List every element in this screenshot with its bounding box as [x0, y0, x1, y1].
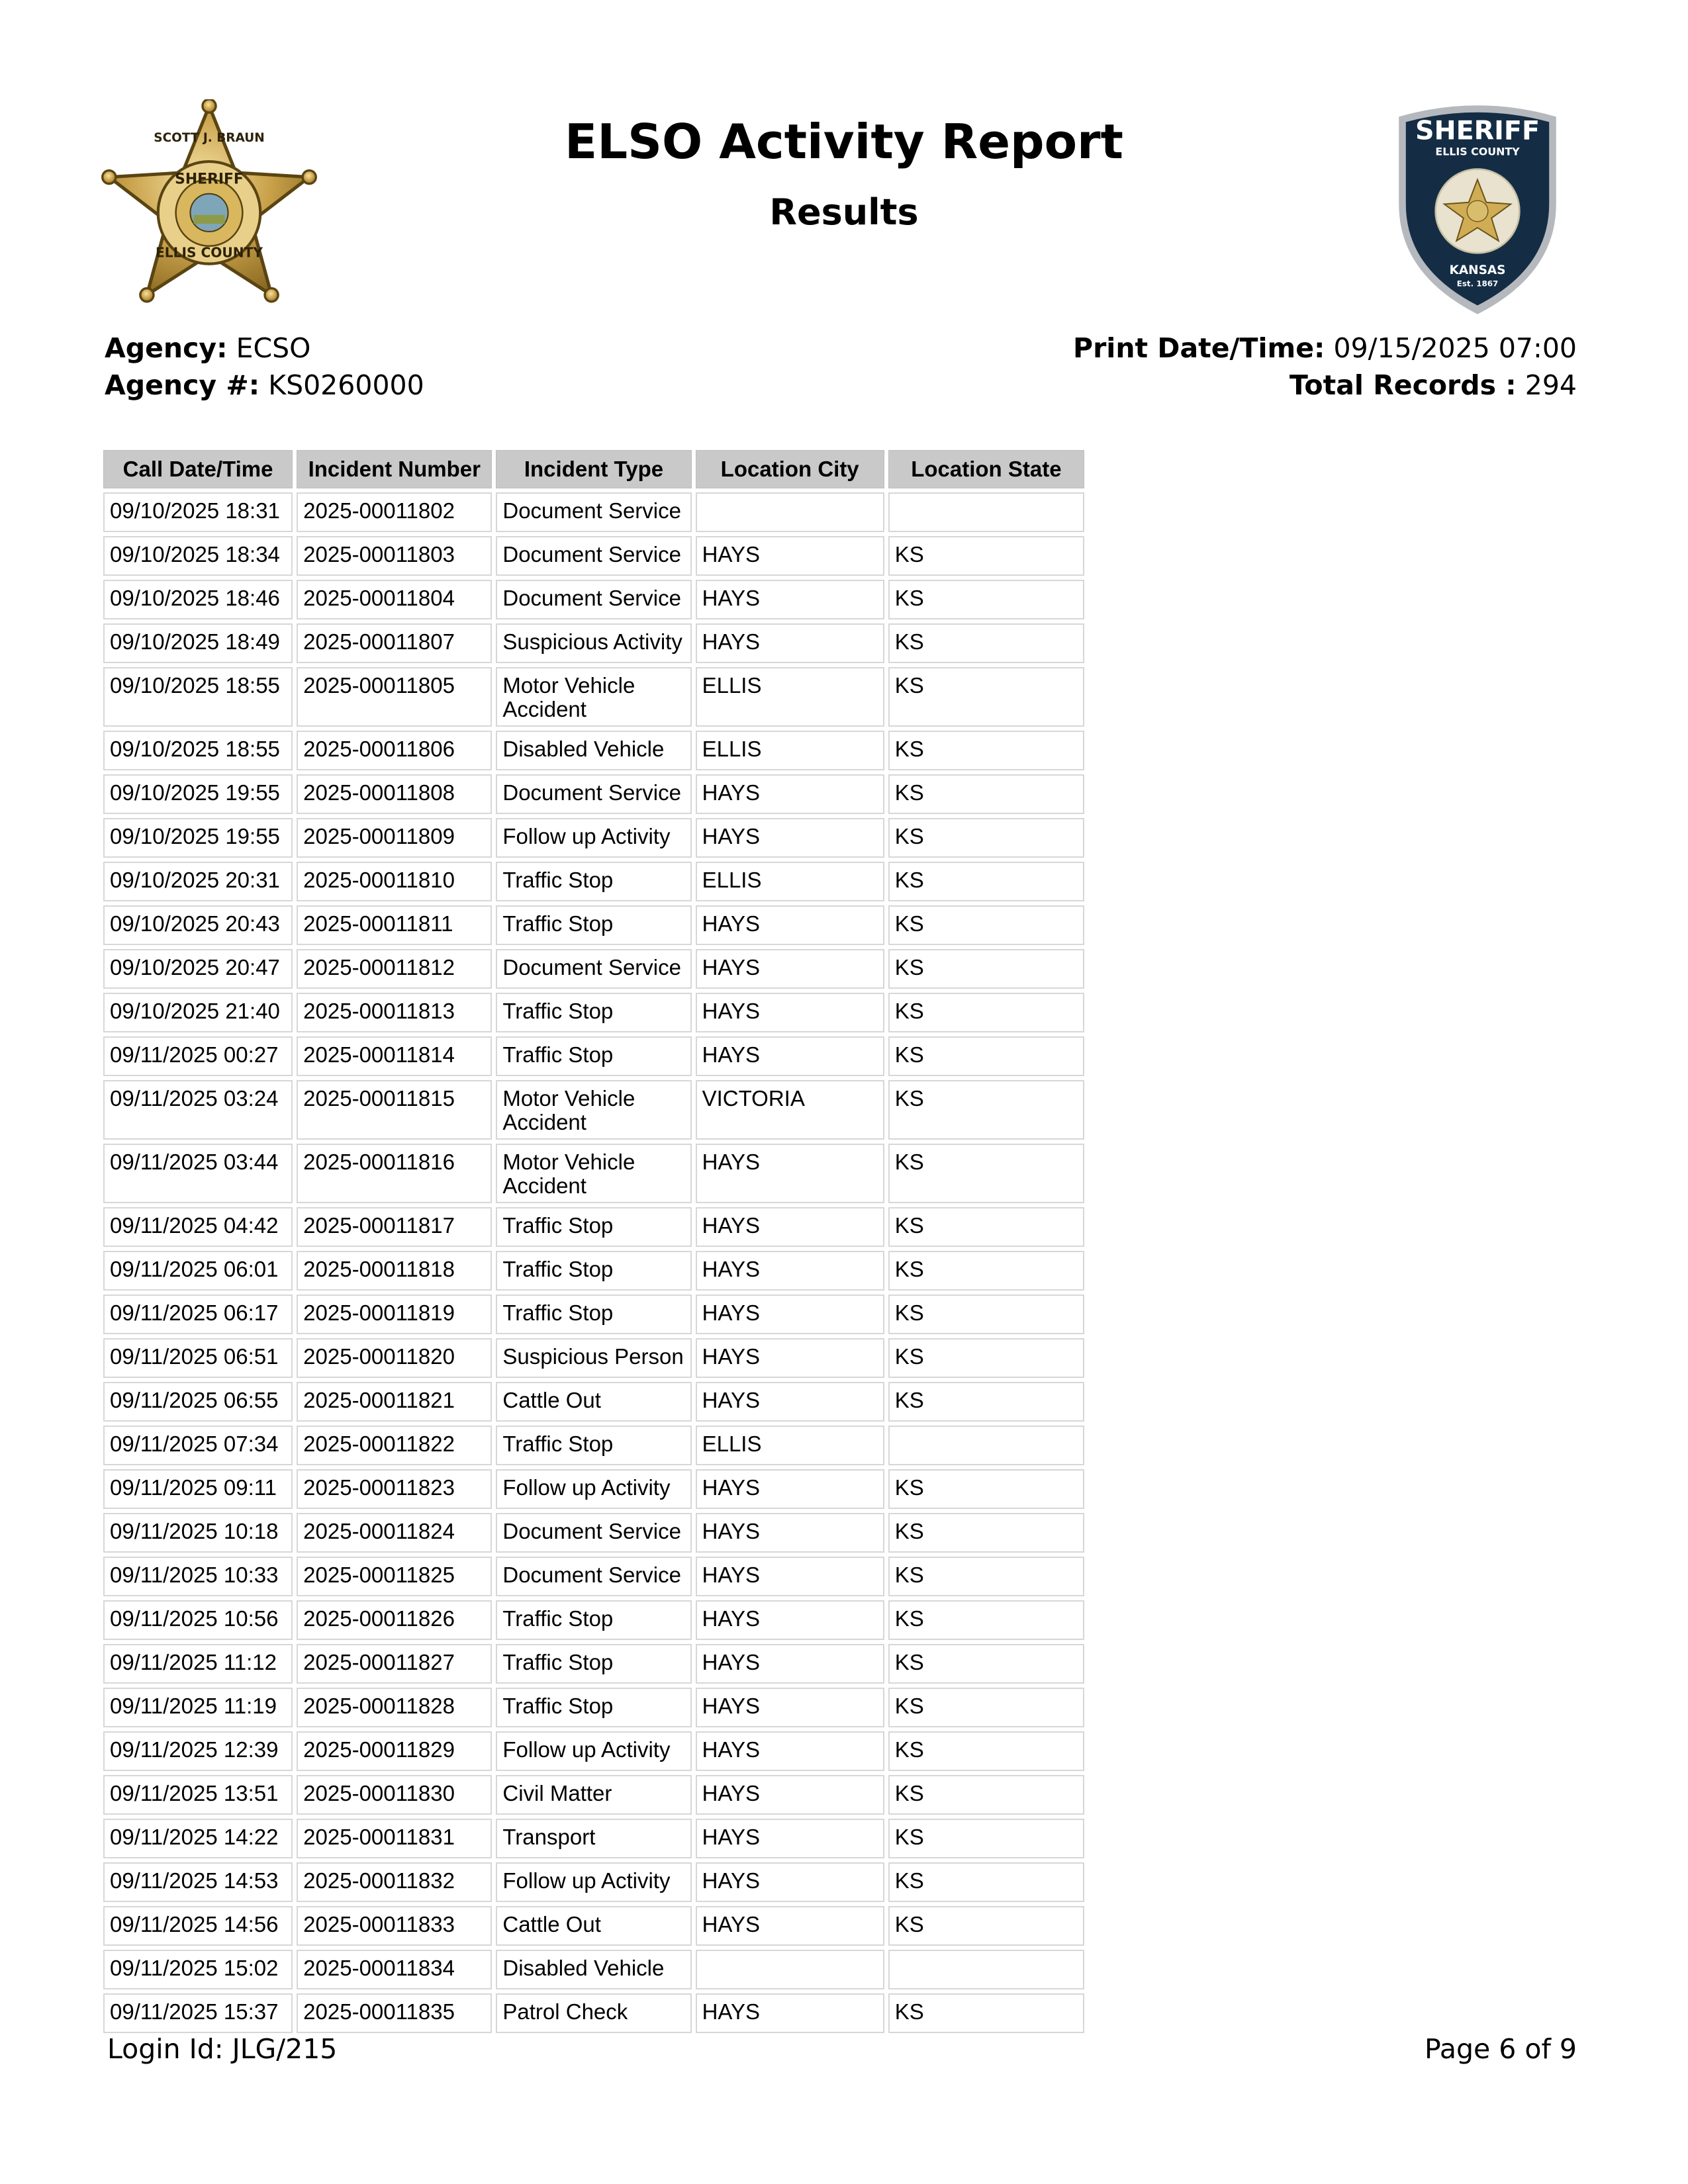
- location-state-cell: KS: [888, 1382, 1084, 1422]
- column-header-call-datetime: Call Date/Time: [103, 450, 293, 488]
- incident-type-cell: Document Service: [496, 536, 691, 576]
- incident-type-cell: Document Service: [496, 774, 691, 814]
- incident-number-cell: 2025-00011820: [297, 1338, 492, 1378]
- column-header-location-state: Location State: [888, 450, 1084, 488]
- incident-type-cell: Traffic Stop: [496, 862, 691, 901]
- table-row: [103, 993, 1084, 1032]
- incident-number-cell: 2025-00011808: [297, 774, 492, 814]
- incident-type-cell: Motor Vehicle Accident: [496, 1144, 691, 1203]
- location-state-cell: KS: [888, 1080, 1084, 1140]
- svg-text:KANSAS: KANSAS: [1449, 263, 1506, 277]
- table-row: [103, 1251, 1084, 1291]
- table-row: [103, 623, 1084, 663]
- location-city-cell: HAYS: [696, 1775, 884, 1815]
- call-datetime-cell: 09/11/2025 15:02: [103, 1950, 293, 1989]
- location-city-cell: HAYS: [696, 1469, 884, 1509]
- incident-number-cell: 2025-00011826: [297, 1600, 492, 1640]
- table-row: [103, 774, 1084, 814]
- table-row: [103, 536, 1084, 576]
- incident-type-cell: Cattle Out: [496, 1382, 691, 1422]
- call-datetime-cell: 09/11/2025 06:01: [103, 1251, 293, 1291]
- call-datetime-cell: 09/11/2025 11:19: [103, 1688, 293, 1727]
- incident-number-cell: 2025-00011810: [297, 862, 492, 901]
- agency-number-line: [105, 367, 424, 404]
- location-state-cell: KS: [888, 1819, 1084, 1858]
- location-state-cell: KS: [888, 580, 1084, 619]
- incident-type-cell: Document Service: [496, 1513, 691, 1553]
- location-city-cell: HAYS: [696, 1600, 884, 1640]
- call-datetime-cell: 09/11/2025 10:56: [103, 1600, 293, 1640]
- print-date-value: 09/15/2025 07:00: [1333, 332, 1577, 364]
- location-city-cell: ELLIS: [696, 731, 884, 770]
- table-row: [103, 862, 1084, 901]
- location-city-cell: HAYS: [696, 818, 884, 858]
- call-datetime-cell: 09/11/2025 04:42: [103, 1207, 293, 1247]
- incident-type-cell: Cattle Out: [496, 1906, 691, 1946]
- incident-number-cell: 2025-00011802: [297, 492, 492, 532]
- table-row: [103, 1731, 1084, 1771]
- location-city-cell: HAYS: [696, 1688, 884, 1727]
- incident-type-cell: Suspicious Person: [496, 1338, 691, 1378]
- location-city-cell: HAYS: [696, 1993, 884, 2033]
- incident-number-cell: 2025-00011819: [297, 1295, 492, 1334]
- incident-number-cell: 2025-00011817: [297, 1207, 492, 1247]
- incident-type-cell: Traffic Stop: [496, 1644, 691, 1684]
- table-row: [103, 1338, 1084, 1378]
- table-row: [103, 1513, 1084, 1553]
- incident-type-cell: Traffic Stop: [496, 1207, 691, 1247]
- table-row: [103, 905, 1084, 945]
- incident-number-cell: 2025-00011804: [297, 580, 492, 619]
- incident-type-cell: Disabled Vehicle: [496, 731, 691, 770]
- incident-type-cell: Traffic Stop: [496, 1688, 691, 1727]
- incident-type-cell: Suspicious Activity: [496, 623, 691, 663]
- location-city-cell: VICTORIA: [696, 1080, 884, 1140]
- call-datetime-cell: 09/11/2025 03:24: [103, 1080, 293, 1140]
- activity-table: [99, 446, 1088, 2037]
- table-row: [103, 492, 1084, 532]
- location-state-cell: KS: [888, 818, 1084, 858]
- location-state-cell: KS: [888, 993, 1084, 1032]
- agency-info: [105, 330, 424, 404]
- location-city-cell: HAYS: [696, 774, 884, 814]
- table-header-row: [103, 450, 1084, 488]
- table-row: [103, 1862, 1084, 1902]
- total-records-label: Total Records :: [1289, 369, 1517, 401]
- call-datetime-cell: 09/11/2025 10:18: [103, 1513, 293, 1553]
- call-datetime-cell: 09/10/2025 18:31: [103, 492, 293, 532]
- table-row: [103, 1688, 1084, 1727]
- location-city-cell: HAYS: [696, 1819, 884, 1858]
- location-city-cell: HAYS: [696, 1557, 884, 1596]
- incident-number-cell: 2025-00011816: [297, 1144, 492, 1203]
- incident-type-cell: Document Service: [496, 949, 691, 989]
- incident-type-cell: Civil Matter: [496, 1775, 691, 1815]
- incident-type-cell: Traffic Stop: [496, 993, 691, 1032]
- location-state-cell: KS: [888, 1731, 1084, 1771]
- table-row: [103, 1600, 1084, 1640]
- call-datetime-cell: 09/11/2025 06:51: [103, 1338, 293, 1378]
- call-datetime-cell: 09/11/2025 13:51: [103, 1775, 293, 1815]
- location-state-cell: KS: [888, 1906, 1084, 1946]
- table-row: [103, 1644, 1084, 1684]
- incident-type-cell: Follow up Activity: [496, 1862, 691, 1902]
- svg-text:ELLIS COUNTY: ELLIS COUNTY: [1435, 145, 1520, 158]
- table-row: [103, 1382, 1084, 1422]
- call-datetime-cell: 09/11/2025 10:33: [103, 1557, 293, 1596]
- incident-number-cell: 2025-00011825: [297, 1557, 492, 1596]
- agency-line: [105, 330, 424, 367]
- sheriff-star-badge-icon: [98, 99, 320, 322]
- location-state-cell: KS: [888, 667, 1084, 727]
- location-city-cell: HAYS: [696, 1251, 884, 1291]
- call-datetime-cell: 09/10/2025 21:40: [103, 993, 293, 1032]
- location-city-cell: HAYS: [696, 1513, 884, 1553]
- table-row: [103, 1906, 1084, 1946]
- location-state-cell: KS: [888, 1251, 1084, 1291]
- table-row: [103, 1469, 1084, 1509]
- call-datetime-cell: 09/10/2025 18:34: [103, 536, 293, 576]
- incident-type-cell: Disabled Vehicle: [496, 1950, 691, 1989]
- page-number: Page 6 of 9: [1424, 2033, 1577, 2065]
- incident-type-cell: Motor Vehicle Accident: [496, 667, 691, 727]
- location-city-cell: ELLIS: [696, 1426, 884, 1465]
- table-row: [103, 580, 1084, 619]
- call-datetime-cell: 09/11/2025 06:55: [103, 1382, 293, 1422]
- incident-type-cell: Traffic Stop: [496, 1036, 691, 1076]
- location-city-cell: HAYS: [696, 993, 884, 1032]
- location-city-cell: HAYS: [696, 949, 884, 989]
- location-state-cell: [888, 492, 1084, 532]
- table-row: [103, 1993, 1084, 2033]
- svg-text:ELLIS COUNTY: ELLIS COUNTY: [156, 244, 263, 261]
- location-city-cell: HAYS: [696, 1862, 884, 1902]
- call-datetime-cell: 09/10/2025 18:55: [103, 731, 293, 770]
- location-state-cell: KS: [888, 1775, 1084, 1815]
- incident-type-cell: Transport: [496, 1819, 691, 1858]
- print-date-line: [1073, 330, 1577, 367]
- incident-number-cell: 2025-00011832: [297, 1862, 492, 1902]
- call-datetime-cell: 09/10/2025 19:55: [103, 818, 293, 858]
- table-row: [103, 1144, 1084, 1203]
- sheriff-shield-patch-icon: [1390, 98, 1565, 319]
- location-state-cell: KS: [888, 1993, 1084, 2033]
- location-city-cell: ELLIS: [696, 862, 884, 901]
- location-state-cell: KS: [888, 862, 1084, 901]
- location-city-cell: HAYS: [696, 580, 884, 619]
- location-state-cell: KS: [888, 949, 1084, 989]
- incident-type-cell: Patrol Check: [496, 1993, 691, 2033]
- column-header-incident-number: Incident Number: [297, 450, 492, 488]
- incident-number-cell: 2025-00011834: [297, 1950, 492, 1989]
- call-datetime-cell: 09/11/2025 07:34: [103, 1426, 293, 1465]
- call-datetime-cell: 09/11/2025 14:56: [103, 1906, 293, 1946]
- incident-type-cell: Document Service: [496, 580, 691, 619]
- location-state-cell: KS: [888, 774, 1084, 814]
- location-city-cell: HAYS: [696, 1295, 884, 1334]
- incident-number-cell: 2025-00011811: [297, 905, 492, 945]
- incident-number-cell: 2025-00011807: [297, 623, 492, 663]
- location-state-cell: KS: [888, 1862, 1084, 1902]
- incident-number-cell: 2025-00011812: [297, 949, 492, 989]
- report-subtitle: Results: [769, 191, 919, 233]
- incident-number-cell: 2025-00011824: [297, 1513, 492, 1553]
- location-state-cell: KS: [888, 1036, 1084, 1076]
- location-city-cell: HAYS: [696, 905, 884, 945]
- call-datetime-cell: 09/10/2025 20:47: [103, 949, 293, 989]
- location-city-cell: [696, 492, 884, 532]
- location-city-cell: HAYS: [696, 1338, 884, 1378]
- incident-number-cell: 2025-00011818: [297, 1251, 492, 1291]
- location-city-cell: HAYS: [696, 623, 884, 663]
- incident-number-cell: 2025-00011805: [297, 667, 492, 727]
- location-state-cell: KS: [888, 1513, 1084, 1553]
- incident-number-cell: 2025-00011813: [297, 993, 492, 1032]
- table-row: [103, 818, 1084, 858]
- incident-number-cell: 2025-00011830: [297, 1775, 492, 1815]
- report-title: ELSO Activity Report: [565, 114, 1123, 169]
- call-datetime-cell: 09/10/2025 19:55: [103, 774, 293, 814]
- location-state-cell: KS: [888, 1469, 1084, 1509]
- incident-type-cell: Follow up Activity: [496, 1731, 691, 1771]
- table-row: [103, 1426, 1084, 1465]
- incident-type-cell: Traffic Stop: [496, 1295, 691, 1334]
- table-row: [103, 1557, 1084, 1596]
- location-city-cell: HAYS: [696, 1731, 884, 1771]
- call-datetime-cell: 09/11/2025 14:53: [103, 1862, 293, 1902]
- location-city-cell: HAYS: [696, 1144, 884, 1203]
- call-datetime-cell: 09/10/2025 18:55: [103, 667, 293, 727]
- agency-number-value: KS0260000: [268, 369, 424, 401]
- incident-number-cell: 2025-00011821: [297, 1382, 492, 1422]
- login-id: Login Id: JLG/215: [107, 2033, 338, 2065]
- location-state-cell: KS: [888, 1144, 1084, 1203]
- call-datetime-cell: 09/11/2025 03:44: [103, 1144, 293, 1203]
- location-city-cell: ELLIS: [696, 667, 884, 727]
- location-city-cell: HAYS: [696, 1644, 884, 1684]
- location-state-cell: KS: [888, 905, 1084, 945]
- incident-type-cell: Document Service: [496, 1557, 691, 1596]
- table-body: [103, 492, 1084, 2033]
- call-datetime-cell: 09/11/2025 11:12: [103, 1644, 293, 1684]
- column-header-location-city: Location City: [696, 450, 884, 488]
- table-row: [103, 1207, 1084, 1247]
- call-datetime-cell: 09/11/2025 15:37: [103, 1993, 293, 2033]
- incident-number-cell: 2025-00011809: [297, 818, 492, 858]
- location-city-cell: HAYS: [696, 1036, 884, 1076]
- incident-number-cell: 2025-00011831: [297, 1819, 492, 1858]
- call-datetime-cell: 09/10/2025 18:49: [103, 623, 293, 663]
- location-city-cell: [696, 1950, 884, 1989]
- location-state-cell: KS: [888, 1644, 1084, 1684]
- svg-text:Est. 1867: Est. 1867: [1456, 279, 1499, 289]
- location-state-cell: KS: [888, 623, 1084, 663]
- incident-type-cell: Traffic Stop: [496, 1251, 691, 1291]
- location-city-cell: HAYS: [696, 1207, 884, 1247]
- incident-type-cell: Follow up Activity: [496, 1469, 691, 1509]
- incident-type-cell: Document Service: [496, 492, 691, 532]
- table-row: [103, 1036, 1084, 1076]
- print-info: [1073, 330, 1577, 404]
- incident-number-cell: 2025-00011827: [297, 1644, 492, 1684]
- table-row: [103, 1950, 1084, 1989]
- incident-number-cell: 2025-00011803: [297, 536, 492, 576]
- location-city-cell: HAYS: [696, 536, 884, 576]
- location-state-cell: KS: [888, 1207, 1084, 1247]
- location-state-cell: [888, 1950, 1084, 1989]
- column-header-incident-type: Incident Type: [496, 450, 691, 488]
- location-state-cell: KS: [888, 1688, 1084, 1727]
- incident-number-cell: 2025-00011829: [297, 1731, 492, 1771]
- call-datetime-cell: 09/11/2025 09:11: [103, 1469, 293, 1509]
- agency-label: Agency:: [105, 332, 228, 364]
- print-date-label: Print Date/Time:: [1073, 332, 1325, 364]
- call-datetime-cell: 09/10/2025 20:43: [103, 905, 293, 945]
- incident-number-cell: 2025-00011806: [297, 731, 492, 770]
- incident-type-cell: Follow up Activity: [496, 818, 691, 858]
- total-records-value: 294: [1524, 369, 1577, 401]
- table-row: [103, 667, 1084, 727]
- location-state-cell: KS: [888, 731, 1084, 770]
- location-city-cell: HAYS: [696, 1382, 884, 1422]
- call-datetime-cell: 09/10/2025 18:46: [103, 580, 293, 619]
- table-row: [103, 1775, 1084, 1815]
- table-row: [103, 731, 1084, 770]
- location-state-cell: KS: [888, 1295, 1084, 1334]
- incident-number-cell: 2025-00011828: [297, 1688, 492, 1727]
- call-datetime-cell: 09/10/2025 20:31: [103, 862, 293, 901]
- call-datetime-cell: 09/11/2025 06:17: [103, 1295, 293, 1334]
- agency-value: ECSO: [236, 332, 311, 364]
- svg-text:SHERIFF: SHERIFF: [175, 171, 244, 188]
- incident-number-cell: 2025-00011835: [297, 1993, 492, 2033]
- incident-type-cell: Motor Vehicle Accident: [496, 1080, 691, 1140]
- incident-number-cell: 2025-00011815: [297, 1080, 492, 1140]
- svg-text:SCOTT J. BRAUN: SCOTT J. BRAUN: [154, 130, 265, 145]
- location-state-cell: [888, 1426, 1084, 1465]
- incident-number-cell: 2025-00011822: [297, 1426, 492, 1465]
- table-row: [103, 949, 1084, 989]
- incident-type-cell: Traffic Stop: [496, 1600, 691, 1640]
- svg-text:SHERIFF: SHERIFF: [1415, 115, 1540, 146]
- table-row: [103, 1080, 1084, 1140]
- call-datetime-cell: 09/11/2025 00:27: [103, 1036, 293, 1076]
- incident-number-cell: 2025-00011833: [297, 1906, 492, 1946]
- incident-number-cell: 2025-00011823: [297, 1469, 492, 1509]
- incident-type-cell: Traffic Stop: [496, 1426, 691, 1465]
- table-row: [103, 1819, 1084, 1858]
- location-state-cell: KS: [888, 1338, 1084, 1378]
- call-datetime-cell: 09/11/2025 14:22: [103, 1819, 293, 1858]
- location-city-cell: HAYS: [696, 1906, 884, 1946]
- total-records-line: [1073, 367, 1577, 404]
- call-datetime-cell: 09/11/2025 12:39: [103, 1731, 293, 1771]
- location-state-cell: KS: [888, 536, 1084, 576]
- location-state-cell: KS: [888, 1557, 1084, 1596]
- location-state-cell: KS: [888, 1600, 1084, 1640]
- agency-number-label: Agency #:: [105, 369, 260, 401]
- incident-number-cell: 2025-00011814: [297, 1036, 492, 1076]
- incident-type-cell: Traffic Stop: [496, 905, 691, 945]
- table-row: [103, 1295, 1084, 1334]
